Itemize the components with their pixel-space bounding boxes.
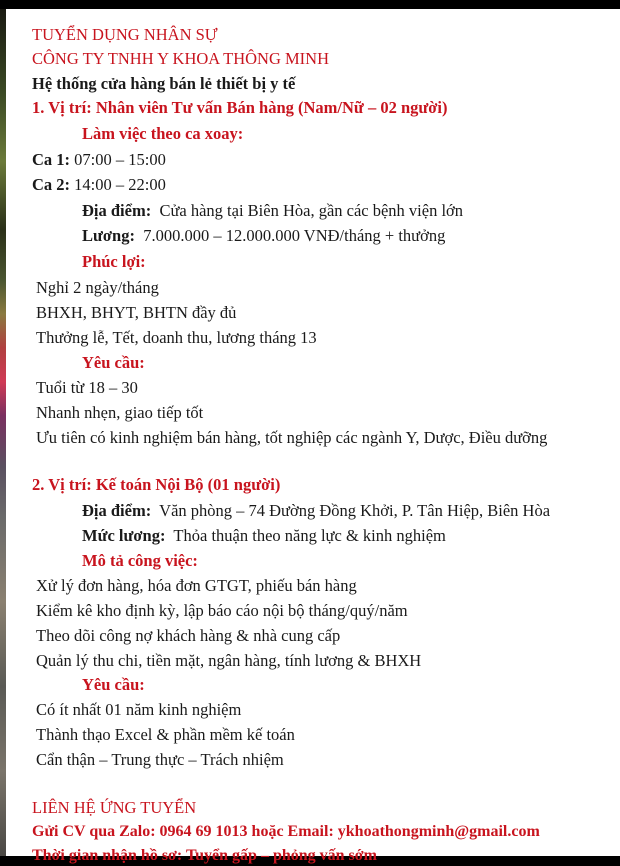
position-1-salary <box>82 226 445 246</box>
posting-title: TUYỂN DỤNG NHÂN SỰ <box>32 25 218 44</box>
location-value: Cửa hàng tại Biên Hòa, gần các bệnh viện lớn <box>151 201 464 220</box>
salary-label: Mức lương: <box>82 526 166 545</box>
duties-heading: Mô tả công việc: <box>82 551 198 570</box>
requirement-item: Tuổi từ 18 – 30 <box>36 378 138 397</box>
company-name: CÔNG TY TNHH Y KHOA THÔNG MINH <box>32 49 329 68</box>
duty-item: Theo dõi công nợ khách hàng & nhà cung cấp <box>36 626 341 645</box>
benefit-item: Thưởng lễ, Tết, doanh thu, lương tháng 13 <box>36 328 317 347</box>
contact-details: Gửi CV qua Zalo: 0964 69 1013 hoặc Email: ykhoathongminh@gmail.com <box>32 823 540 840</box>
job-posting-document <box>6 9 620 864</box>
shift-2-label: Ca 2: <box>32 175 71 194</box>
salary-value: Thỏa thuận theo năng lực & kinh nghiệm <box>165 526 446 545</box>
salary-label: Lương: <box>82 226 135 245</box>
requirement-item: Nhanh nhẹn, giao tiếp tốt <box>36 403 204 422</box>
shift-1-time: 07:00 – 15:00 <box>70 150 166 169</box>
company-subtitle: Hệ thống cửa hàng bán lẻ thiết bị y tế <box>32 74 296 93</box>
position-1-location <box>82 201 463 221</box>
requirements-heading: Yêu cầu: <box>82 675 145 694</box>
shift-heading: Làm việc theo ca xoay: <box>82 124 244 143</box>
shift-1 <box>32 150 166 170</box>
benefit-item: BHXH, BHYT, BHTN đầy đủ <box>36 303 237 322</box>
contact-heading: LIÊN HỆ ỨNG TUYỂN <box>32 798 197 817</box>
requirement-item: Thành thạo Excel & phần mềm kế toán <box>36 725 295 744</box>
contact-timeline: Thời gian nhận hồ sơ: Tuyển gấp – phỏng vấn sớm <box>32 847 377 864</box>
shift-2-time: 14:00 – 22:00 <box>70 175 166 194</box>
position-1-title: 1. Vị trí: Nhân viên Tư vấn Bán hàng (Nam/Nữ – 02 người) <box>32 98 448 117</box>
requirement-item: Có ít nhất 01 năm kinh nghiệm <box>36 700 242 719</box>
shift-1-label: Ca 1: <box>32 150 71 169</box>
requirement-item: Cẩn thận – Trung thực – Trách nhiệm <box>36 750 284 769</box>
location-label: Địa điểm: <box>82 201 152 220</box>
shift-2 <box>32 175 166 195</box>
requirements-heading: Yêu cầu: <box>82 353 145 372</box>
position-2-title: 2. Vị trí: Kế toán Nội Bộ (01 người) <box>32 475 281 494</box>
duty-item: Quản lý thu chi, tiền mặt, ngân hàng, tính lương & BHXH <box>36 651 422 670</box>
benefit-item: Nghỉ 2 ngày/tháng <box>36 278 159 297</box>
position-2-salary <box>82 526 446 546</box>
requirement-item: Ưu tiên có kinh nghiệm bán hàng, tốt nghiệp các ngành Y, Dược, Điều dưỡng <box>36 428 548 447</box>
duty-item: Xử lý đơn hàng, hóa đơn GTGT, phiếu bán hàng <box>36 576 357 595</box>
benefits-heading: Phúc lợi: <box>82 252 146 271</box>
position-2-location <box>82 501 550 521</box>
location-label: Địa điểm: <box>82 501 152 520</box>
location-value: Văn phòng – 74 Đường Đồng Khởi, P. Tân Hiệp, Biên Hòa <box>151 501 551 520</box>
salary-value: 7.000.000 – 12.000.000 VNĐ/tháng + thưởng <box>134 226 446 245</box>
duty-item: Kiểm kê kho định kỳ, lập báo cáo nội bộ tháng/quý/năm <box>36 601 408 620</box>
